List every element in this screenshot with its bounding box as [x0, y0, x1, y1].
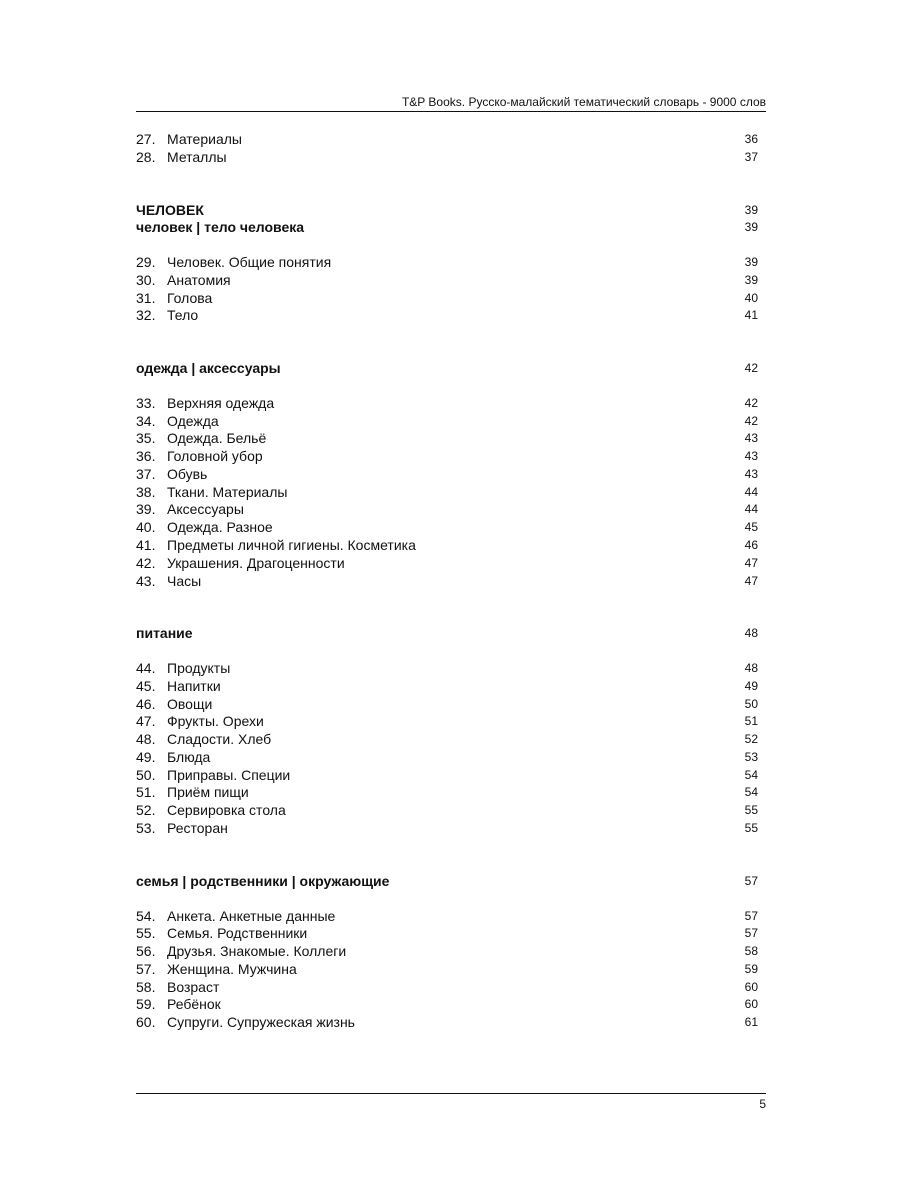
entry-title: Женщина. Мужчина — [167, 960, 297, 977]
entry-title: Одежда. Разное — [167, 519, 273, 536]
toc-entry — [136, 784, 758, 802]
entry-title: Напитки — [167, 677, 221, 694]
entry-title: Человек. Общие понятия — [167, 254, 332, 271]
entry-page: 60 — [744, 997, 758, 1012]
entry-title: Материалы — [167, 131, 242, 147]
entry-page: 40 — [744, 290, 758, 305]
entry-title: Верхняя одежда — [167, 394, 275, 411]
entry-number: 29. — [136, 254, 156, 271]
entry-page: 52 — [744, 732, 758, 747]
entry-number: 60. — [136, 1014, 156, 1031]
toc-group — [136, 131, 758, 167]
entry-page: 47 — [744, 555, 758, 570]
entry-page: 61 — [744, 1015, 758, 1030]
section-heading-page: 39 — [744, 220, 758, 235]
toc-entry — [136, 943, 758, 961]
toc-entry — [136, 149, 758, 167]
entry-number: 45. — [136, 677, 156, 694]
entry-title: Одежда — [167, 412, 219, 429]
section-heading — [136, 625, 758, 643]
entry-page: 51 — [744, 714, 758, 729]
entry-number: 34. — [136, 412, 156, 429]
entry-title: Украшения. Драгоценности — [167, 554, 345, 571]
entry-title: Тело — [167, 307, 199, 324]
spacer — [136, 167, 758, 202]
spacer — [136, 590, 758, 625]
entry-title: Продукты — [167, 660, 231, 677]
entry-title: Ресторан — [167, 819, 228, 836]
entry-number: 28. — [136, 148, 156, 165]
entry-number: 40. — [136, 519, 156, 536]
toc-entry — [136, 466, 758, 484]
entry-number: 53. — [136, 819, 156, 836]
entry-page: 45 — [744, 520, 758, 535]
entry-page: 57 — [744, 926, 758, 941]
entry-number: 37. — [136, 465, 156, 482]
entry-page: 43 — [744, 449, 758, 464]
entry-page: 42 — [744, 395, 758, 410]
entry-title: Обувь — [167, 465, 208, 482]
section-heading-title: человек | тело человека — [136, 219, 305, 236]
entry-number: 56. — [136, 943, 156, 960]
toc-entry — [136, 501, 758, 519]
table-of-contents — [136, 131, 758, 1032]
entry-page: 57 — [744, 908, 758, 923]
entry-page: 36 — [744, 132, 758, 146]
entry-page: 43 — [744, 466, 758, 481]
entry-page: 60 — [744, 979, 758, 994]
entry-number: 33. — [136, 394, 156, 411]
toc-entry — [136, 979, 758, 997]
section-heading — [136, 873, 758, 891]
toc-entry — [136, 1014, 758, 1032]
section-heading-title: семья | родственники | окружающие — [136, 872, 390, 889]
toc-entry — [136, 908, 758, 926]
toc-entry — [136, 254, 758, 272]
spacer — [136, 378, 758, 395]
toc-group — [136, 908, 758, 1032]
entry-page: 43 — [744, 431, 758, 446]
toc-entry — [136, 820, 758, 838]
entry-number: 44. — [136, 660, 156, 677]
page-number: 5 — [759, 1097, 766, 1111]
toc-entry — [136, 696, 758, 714]
entry-number: 50. — [136, 766, 156, 783]
entry-number: 27. — [136, 131, 156, 147]
toc-entry — [136, 448, 758, 466]
section-heading-page: 42 — [744, 361, 758, 376]
entry-number: 31. — [136, 289, 156, 306]
toc-entry — [136, 131, 758, 149]
entry-page: 54 — [744, 785, 758, 800]
entry-title: Блюда — [167, 748, 211, 765]
entry-page: 53 — [744, 749, 758, 764]
entry-page: 58 — [744, 944, 758, 959]
part-heading — [136, 202, 758, 220]
toc-entry — [136, 272, 758, 290]
spacer — [136, 643, 758, 660]
entry-number: 55. — [136, 925, 156, 942]
toc-entry — [136, 660, 758, 678]
entry-title: Овощи — [167, 695, 213, 712]
entry-page: 55 — [744, 820, 758, 835]
part-heading-page: 39 — [744, 202, 758, 217]
toc-group — [136, 395, 758, 590]
toc-entry — [136, 678, 758, 696]
entry-number: 51. — [136, 784, 156, 801]
toc-entry — [136, 307, 758, 325]
entry-page: 49 — [744, 678, 758, 693]
entry-page: 39 — [744, 272, 758, 287]
spacer — [136, 891, 758, 908]
entry-title: Ткани. Материалы — [167, 483, 288, 500]
entry-page: 44 — [744, 502, 758, 517]
entry-title: Возраст — [167, 978, 220, 995]
toc-entry — [136, 713, 758, 731]
entry-title: Аксессуары — [167, 501, 244, 518]
toc-entry — [136, 749, 758, 767]
toc-entry — [136, 430, 758, 448]
entry-title: Приём пищи — [167, 784, 249, 801]
entry-page: 50 — [744, 696, 758, 711]
entry-title: Фрукты. Орехи — [167, 713, 264, 730]
footer-rule — [136, 1093, 766, 1094]
entry-number: 48. — [136, 731, 156, 748]
section-heading-title: питание — [136, 625, 193, 642]
toc-group — [136, 660, 758, 838]
entry-title: Семья. Родственники — [167, 925, 308, 942]
section-heading-page: 48 — [744, 626, 758, 641]
entry-title: Супруги. Супружеская жизнь — [167, 1014, 355, 1031]
entry-title: Голова — [167, 289, 213, 306]
entry-page: 37 — [744, 149, 758, 164]
section-heading — [136, 219, 758, 237]
toc-entry — [136, 395, 758, 413]
entry-number: 32. — [136, 307, 156, 324]
entry-title: Металлы — [167, 148, 227, 165]
toc-entry — [136, 925, 758, 943]
entry-title: Предметы личной гигиены. Косметика — [167, 537, 416, 554]
toc-entry — [136, 290, 758, 308]
entry-number: 41. — [136, 537, 156, 554]
toc-entry — [136, 731, 758, 749]
section-heading — [136, 360, 758, 378]
spacer — [136, 838, 758, 873]
entry-number: 39. — [136, 501, 156, 518]
toc-group — [136, 254, 758, 325]
entry-number: 52. — [136, 802, 156, 819]
entry-number: 58. — [136, 978, 156, 995]
entry-page: 41 — [744, 308, 758, 323]
entry-title: Друзья. Знакомые. Коллеги — [167, 943, 347, 960]
entry-number: 36. — [136, 448, 156, 465]
entry-page: 44 — [744, 484, 758, 499]
toc-entry — [136, 519, 758, 537]
entry-title: Сервировка стола — [167, 802, 286, 819]
entry-number: 42. — [136, 554, 156, 571]
entry-number: 38. — [136, 483, 156, 500]
entry-page: 54 — [744, 767, 758, 782]
entry-number: 57. — [136, 960, 156, 977]
part-heading-title: ЧЕЛОВЕК — [136, 201, 204, 218]
entry-number: 47. — [136, 713, 156, 730]
entry-page: 42 — [744, 413, 758, 428]
entry-number: 43. — [136, 572, 156, 589]
entry-page: 48 — [744, 661, 758, 676]
toc-entry — [136, 555, 758, 573]
entry-title: Одежда. Бельё — [167, 430, 267, 447]
spacer — [136, 237, 758, 254]
toc-entry — [136, 573, 758, 591]
toc-entry — [136, 802, 758, 820]
entry-page: 59 — [744, 961, 758, 976]
entry-title: Анкета. Анкетные данные — [167, 907, 336, 924]
entry-page: 39 — [744, 255, 758, 270]
entry-number: 54. — [136, 907, 156, 924]
entry-title: Головной убор — [167, 448, 263, 465]
toc-entry — [136, 961, 758, 979]
header-rule — [136, 111, 766, 112]
spacer — [136, 325, 758, 360]
entry-number: 46. — [136, 695, 156, 712]
entry-title: Часы — [167, 572, 202, 589]
entry-title: Приправы. Специи — [167, 766, 291, 783]
entry-page: 47 — [744, 573, 758, 588]
entry-title: Ребёнок — [167, 996, 221, 1013]
entry-number: 49. — [136, 748, 156, 765]
entry-title: Сладости. Хлеб — [167, 731, 272, 748]
entry-page: 46 — [744, 538, 758, 553]
entry-number: 35. — [136, 430, 156, 447]
section-heading-title: одежда | аксессуары — [136, 360, 281, 377]
entry-number: 30. — [136, 271, 156, 288]
section-heading-page: 57 — [744, 873, 758, 888]
toc-entry — [136, 413, 758, 431]
toc-entry — [136, 484, 758, 502]
toc-entry — [136, 996, 758, 1014]
running-header: T&P Books. Русско-малайский тематический словарь - 9000 слов — [401, 95, 766, 109]
entry-title: Анатомия — [167, 271, 231, 288]
entry-page: 55 — [744, 803, 758, 818]
entry-number: 59. — [136, 996, 156, 1013]
toc-entry — [136, 537, 758, 555]
toc-entry — [136, 767, 758, 785]
